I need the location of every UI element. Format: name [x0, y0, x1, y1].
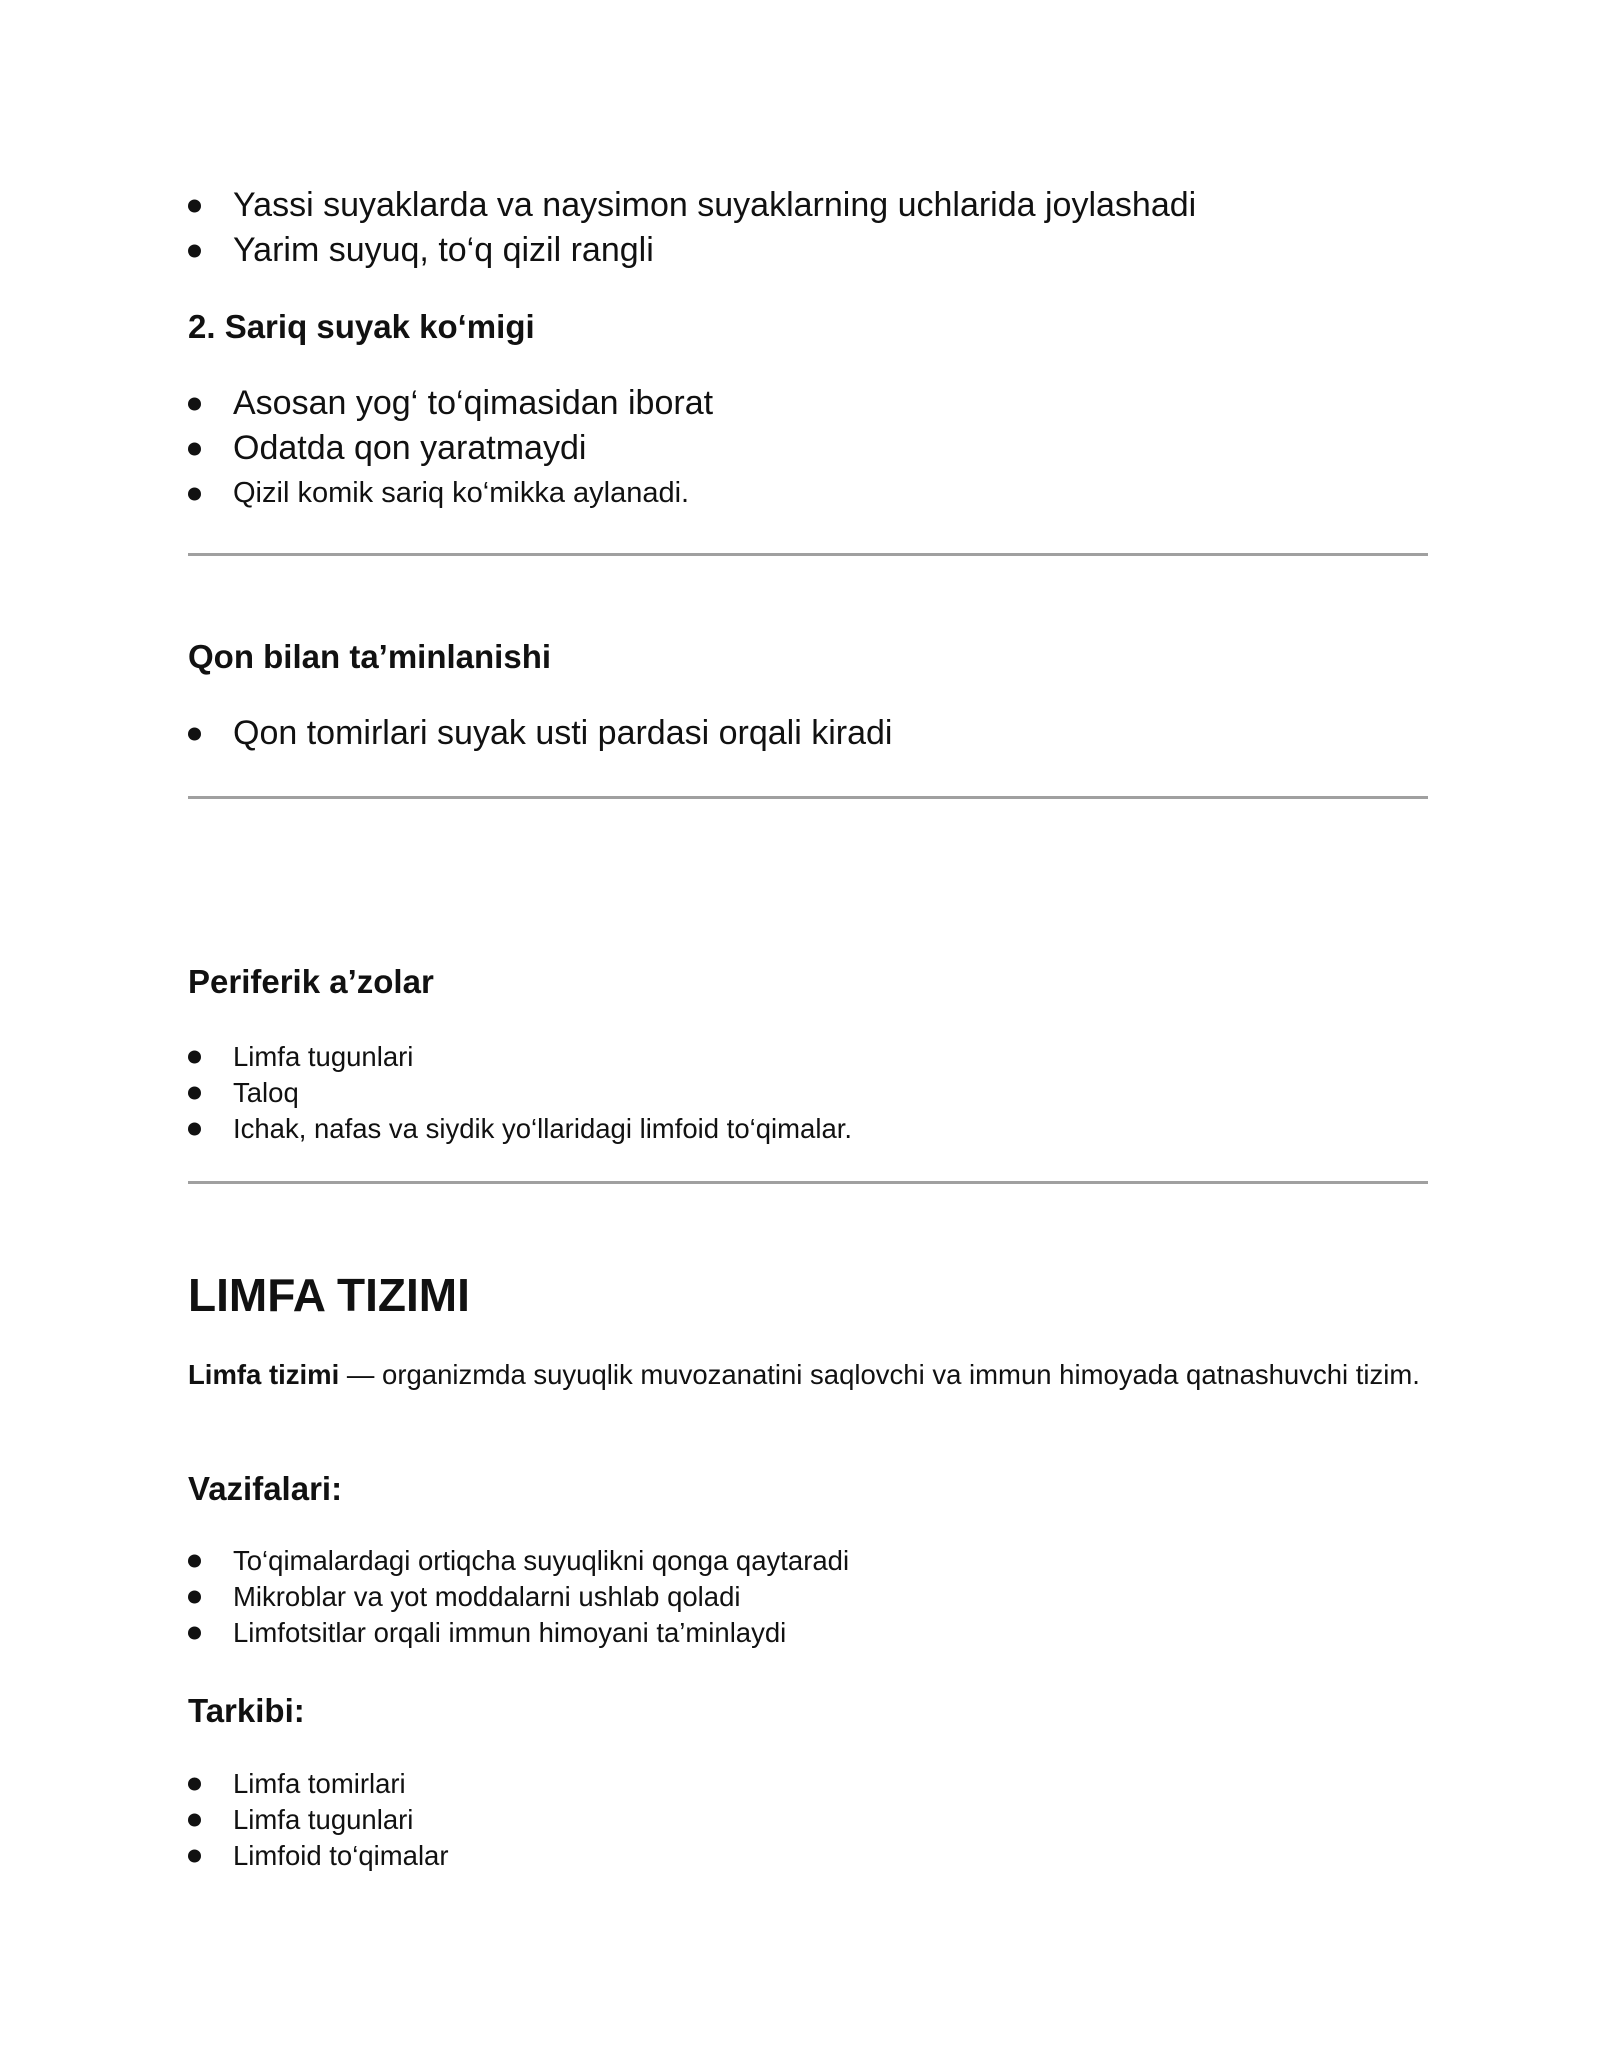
list-item: Limfotsitlar orqali immun himoyani ta’minlaydi: [233, 1617, 787, 1648]
list-item: Yarim suyuq, to‘q qizil rangli: [233, 231, 654, 269]
list-item: Limfoid to‘qimalar: [233, 1840, 449, 1871]
list-item: Ichak, nafas va siydik yo‘llaridagi limfoid to‘qimalar.: [233, 1113, 853, 1144]
list-item: Odatda qon yaratmaydi: [233, 429, 587, 467]
divider: [188, 553, 1428, 556]
divider: [188, 796, 1428, 799]
definition-text: — organizmda suyuqlik muvozanatini saqlovchi va immun himoyada qatnashuvchi tizim.: [339, 1359, 1420, 1390]
list-item: Limfa tugunlari: [233, 1804, 414, 1835]
section-heading: Tarkibi:: [188, 1692, 305, 1729]
divider: [188, 1181, 1428, 1184]
list-item: Qizil komik sariq ko‘mikka aylanadi.: [233, 477, 690, 509]
list-item: Limfa tugunlari: [233, 1041, 414, 1072]
list-item: To‘qimalardagi ortiqcha suyuqlikni qonga qaytaradi: [233, 1545, 850, 1576]
definition-paragraph: [188, 1356, 1428, 1393]
definition-term: Limfa tizimi: [188, 1359, 340, 1390]
list-item: Asosan yog‘ to‘qimasidan iborat: [233, 384, 714, 422]
list-item: Limfa tomirlari: [233, 1768, 406, 1799]
section-heading: 2. Sariq suyak ko‘migi: [188, 308, 535, 345]
list-item: Taloq: [233, 1077, 299, 1108]
page-title: LIMFA TIZIMI: [188, 1269, 470, 1321]
section-heading: Vazifalari:: [188, 1470, 343, 1507]
section-heading: Periferik a’zolar: [188, 963, 434, 1000]
section-heading: Qon bilan ta’minlanishi: [188, 638, 552, 675]
list-item: Yassi suyaklarda va naysimon suyaklarning uchlarida joylashadi: [233, 186, 1197, 224]
list-item: Mikroblar va yot moddalarni ushlab qoladi: [233, 1581, 741, 1612]
list-item: Qon tomirlari suyak usti pardasi orqali kiradi: [233, 714, 893, 752]
